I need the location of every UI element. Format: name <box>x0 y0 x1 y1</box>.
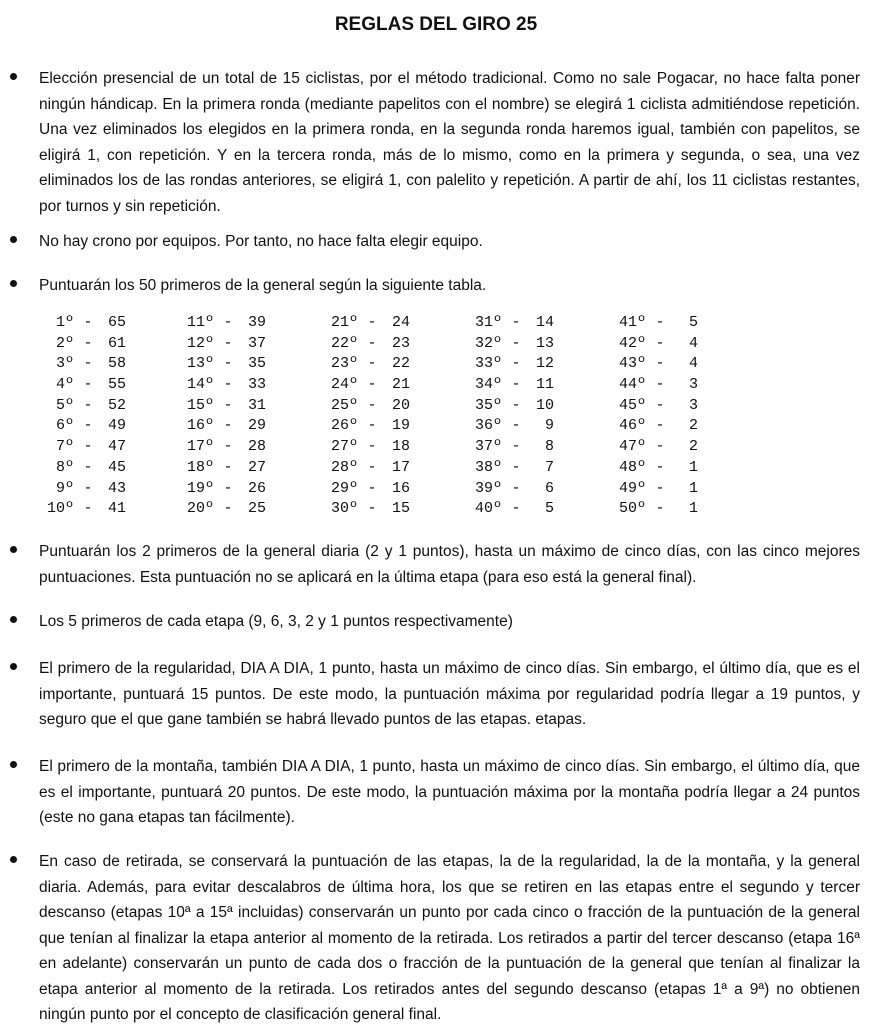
position-label: 23º <box>330 355 358 373</box>
position-label: 1º <box>55 314 74 331</box>
points-value: 33 <box>247 376 266 394</box>
separator: - <box>511 376 521 394</box>
position-label: 11º <box>186 314 214 331</box>
points-value: 35 <box>247 355 266 373</box>
separator: - <box>83 479 93 497</box>
position-label: 15º <box>186 396 214 414</box>
separator: - <box>655 314 665 331</box>
points-value: 1 <box>688 500 698 518</box>
bullet-icon <box>10 856 17 863</box>
points-value: 65 <box>107 314 126 331</box>
position-label: 33º <box>474 355 502 373</box>
position-label: 35º <box>474 396 502 414</box>
points-row <box>468 396 554 417</box>
points-row <box>180 396 266 417</box>
position-label: 6º <box>55 417 74 435</box>
points-row <box>612 499 698 520</box>
separator: - <box>223 355 233 373</box>
separator: - <box>367 500 377 518</box>
separator: - <box>367 396 377 414</box>
points-value: 5 <box>688 314 698 331</box>
position-label: 44º <box>618 376 646 394</box>
points-value: 3 <box>688 376 698 394</box>
points-value: 52 <box>107 396 126 414</box>
position-label: 27º <box>330 438 358 456</box>
rule-text: El primero de la regularidad, DIA A DIA, 1 punto, hasta un máximo de cinco días. Sin embargo, el último día, que es el importante, puntuará 15 puntos. De este modo, la puntuación máxima por regularidad podría llegar a 19 puntos, y seguro que el que gane también se habrá llevado puntos de las etapas. etapas. <box>39 660 860 728</box>
rule-daily-general <box>10 539 860 590</box>
separator: - <box>367 334 377 352</box>
points-value: 4 <box>688 334 698 352</box>
position-label: 22º <box>330 334 358 352</box>
points-row <box>612 354 698 375</box>
points-row <box>468 437 554 458</box>
separator: - <box>83 396 93 414</box>
points-row <box>40 354 126 375</box>
position-label: 50º <box>618 500 646 518</box>
position-label: 20º <box>186 500 214 518</box>
position-label: 13º <box>186 355 214 373</box>
position-label: 3º <box>55 355 74 373</box>
points-value: 31 <box>247 396 266 414</box>
separator: - <box>655 438 665 456</box>
position-label: 4º <box>55 376 74 394</box>
points-row <box>40 499 126 520</box>
rule-stage-top-five <box>10 609 860 635</box>
points-value: 24 <box>391 314 410 331</box>
points-column <box>40 313 126 520</box>
rule-text: Elección presencial de un total de 15 ciclistas, por el método tradicional. Como no sale Pogacar, no hace falta poner ningún hándicap. En la primera ronda (mediante papelitos con el nombre) se elegirá 1 ciclista admitiéndose repetición. Una vez eliminados los elegidos en la primera ronda, en la segunda ronda haremos igual, también con papelitos, se eligirá 1, con repetición. Y en la tercera ronda, más de lo mismo, como en la primera y segunda, o sea, una vez eliminados los de las rondas anteriores, se eligirá 1, con palelito y repetición. A partir de ahí, los 11 ciclistas restantes, por turnos y sin repetición. <box>39 70 860 215</box>
points-value: 20 <box>391 396 410 414</box>
separator: - <box>83 500 93 518</box>
position-label: 24º <box>330 376 358 394</box>
position-label: 26º <box>330 417 358 435</box>
separator: - <box>367 314 377 331</box>
points-row <box>612 375 698 396</box>
position-label: 32º <box>474 334 502 352</box>
separator: - <box>83 314 93 331</box>
points-row <box>468 313 554 334</box>
separator: - <box>655 396 665 414</box>
points-value: 47 <box>107 438 126 456</box>
separator: - <box>655 334 665 352</box>
position-label: 17º <box>186 438 214 456</box>
points-value: 39 <box>247 314 266 331</box>
points-row <box>180 479 266 500</box>
points-value: 25 <box>247 500 266 518</box>
position-label: 19º <box>186 479 214 497</box>
rule-team-time-trial <box>10 229 860 255</box>
position-label: 16º <box>186 417 214 435</box>
points-row <box>468 499 554 520</box>
separator: - <box>367 417 377 435</box>
points-row <box>612 458 698 479</box>
separator: - <box>511 314 521 331</box>
rule-text: Los 5 primeros de cada etapa (9, 6, 3, 2 y 1 puntos respectivamente) <box>39 613 513 630</box>
points-value: 61 <box>107 334 126 352</box>
points-value: 55 <box>107 376 126 394</box>
position-label: 34º <box>474 376 502 394</box>
points-row <box>324 396 410 417</box>
points-value: 58 <box>107 355 126 373</box>
points-value: 10 <box>535 396 554 414</box>
points-value: 8 <box>544 438 554 456</box>
rule-text: No hay crono por equipos. Por tanto, no hace falta elegir equipo. <box>39 233 483 250</box>
points-row <box>180 313 266 334</box>
position-label: 46º <box>618 417 646 435</box>
separator: - <box>83 334 93 352</box>
points-value: 28 <box>247 438 266 456</box>
position-label: 10º <box>46 500 74 518</box>
position-label: 41º <box>618 314 646 331</box>
points-value: 21 <box>391 376 410 394</box>
points-row <box>324 479 410 500</box>
bullet-icon <box>10 236 17 243</box>
points-row <box>612 334 698 355</box>
points-row <box>180 458 266 479</box>
points-row <box>468 354 554 375</box>
points-value: 43 <box>107 479 126 497</box>
points-value: 1 <box>688 479 698 497</box>
separator: - <box>83 438 93 456</box>
position-label: 45º <box>618 396 646 414</box>
points-value: 29 <box>247 417 266 435</box>
points-row <box>40 313 126 334</box>
rule-text: El primero de la montaña, también DIA A DIA, 1 punto, hasta un máximo de cinco días. Sin embargo, el último día, que es el importante, puntuará 20 puntos. De este modo, la puntuación máxima por la montaña podría llegar a 24 puntos (este no gana etapas tan fácilmente). <box>39 758 860 826</box>
points-table <box>40 313 720 523</box>
points-column <box>180 313 266 520</box>
points-row <box>468 458 554 479</box>
position-label: 8º <box>55 458 74 476</box>
points-row <box>468 334 554 355</box>
separator: - <box>83 458 93 476</box>
rule-withdrawal <box>10 849 860 1028</box>
bullet-icon <box>10 546 17 553</box>
position-label: 9º <box>55 479 74 497</box>
points-value: 12 <box>535 355 554 373</box>
points-value: 27 <box>247 458 266 476</box>
points-row <box>180 499 266 520</box>
separator: - <box>511 417 521 435</box>
points-value: 1 <box>688 458 698 476</box>
separator: - <box>223 500 233 518</box>
separator: - <box>223 396 233 414</box>
points-row <box>40 458 126 479</box>
position-label: 47º <box>618 438 646 456</box>
points-row <box>612 479 698 500</box>
page-title: REGLAS DEL GIRO 25 <box>334 14 538 35</box>
position-label: 48º <box>618 458 646 476</box>
points-value: 4 <box>688 355 698 373</box>
points-row <box>180 416 266 437</box>
points-value: 11 <box>535 376 554 394</box>
position-label: 21º <box>330 314 358 331</box>
separator: - <box>655 376 665 394</box>
points-value: 23 <box>391 334 410 352</box>
points-value: 18 <box>391 438 410 456</box>
separator: - <box>655 417 665 435</box>
points-column <box>468 313 554 520</box>
points-row <box>324 458 410 479</box>
separator: - <box>655 500 665 518</box>
position-label: 28º <box>330 458 358 476</box>
points-column <box>324 313 410 520</box>
position-label: 14º <box>186 376 214 394</box>
bullet-icon <box>10 280 17 287</box>
points-row <box>180 375 266 396</box>
points-row <box>468 375 554 396</box>
points-value: 7 <box>544 458 554 476</box>
points-value: 3 <box>688 396 698 414</box>
bullet-icon <box>10 761 17 768</box>
points-value: 49 <box>107 417 126 435</box>
separator: - <box>511 355 521 373</box>
separator: - <box>223 438 233 456</box>
points-row <box>40 416 126 437</box>
separator: - <box>511 500 521 518</box>
separator: - <box>223 417 233 435</box>
rule-mountain <box>10 754 860 831</box>
points-row <box>612 313 698 334</box>
points-value: 41 <box>107 500 126 518</box>
points-value: 2 <box>688 438 698 456</box>
points-value: 22 <box>391 355 410 373</box>
points-row <box>324 416 410 437</box>
rule-text: Puntuarán los 2 primeros de la general diaria (2 y 1 puntos), hasta un máximo de cinco días, con las cinco mejores puntuaciones. Esta puntuación no se aplicará en la última etapa (para eso está la general final). <box>39 543 860 586</box>
position-label: 37º <box>474 438 502 456</box>
position-label: 30º <box>330 500 358 518</box>
position-label: 39º <box>474 479 502 497</box>
points-value: 2 <box>688 417 698 435</box>
points-value: 14 <box>535 314 554 331</box>
position-label: 5º <box>55 396 74 414</box>
separator: - <box>223 376 233 394</box>
bullet-icon <box>10 73 17 80</box>
separator: - <box>655 479 665 497</box>
position-label: 36º <box>474 417 502 435</box>
bullet-icon <box>10 663 17 670</box>
separator: - <box>655 355 665 373</box>
points-value: 37 <box>247 334 266 352</box>
points-value: 45 <box>107 458 126 476</box>
separator: - <box>511 396 521 414</box>
separator: - <box>223 314 233 331</box>
points-row <box>40 437 126 458</box>
position-label: 43º <box>618 355 646 373</box>
position-label: 40º <box>474 500 502 518</box>
position-label: 29º <box>330 479 358 497</box>
separator: - <box>367 376 377 394</box>
points-value: 19 <box>391 417 410 435</box>
points-row <box>324 334 410 355</box>
points-row <box>180 354 266 375</box>
points-row <box>40 396 126 417</box>
points-row <box>468 416 554 437</box>
points-value: 13 <box>535 334 554 352</box>
points-row <box>324 437 410 458</box>
points-row <box>180 334 266 355</box>
points-value: 16 <box>391 479 410 497</box>
separator: - <box>367 479 377 497</box>
rule-text: Puntuarán los 50 primeros de la general según la siguiente tabla. <box>39 277 487 294</box>
separator: - <box>223 458 233 476</box>
separator: - <box>511 334 521 352</box>
points-row <box>468 479 554 500</box>
separator: - <box>511 479 521 497</box>
points-value: 5 <box>544 500 554 518</box>
position-label: 7º <box>55 438 74 456</box>
points-column <box>612 313 698 520</box>
bullet-icon <box>10 616 17 623</box>
separator: - <box>83 376 93 394</box>
separator: - <box>83 417 93 435</box>
rule-regularity <box>10 656 860 733</box>
separator: - <box>223 334 233 352</box>
points-row <box>324 375 410 396</box>
points-value: 15 <box>391 500 410 518</box>
position-label: 12º <box>186 334 214 352</box>
points-row <box>40 479 126 500</box>
points-row <box>180 437 266 458</box>
separator: - <box>367 438 377 456</box>
position-label: 25º <box>330 396 358 414</box>
points-value: 17 <box>391 458 410 476</box>
rule-text: En caso de retirada, se conservará la puntuación de las etapas, la de la regularidad, la de la montaña, y la general diaria. Además, para evitar descalabros de última hora, los que se retiren en las etapas entre el segundo y tercer descanso (etapas 10ª a 15ª incluidas) conservarán un punto por cada cinco o fracción de la puntuación de la general que tenían al finalizar la etapa anterior al momento de la retirada. Los retirados a partir del tercer descanso (etapa 16ª en adelante) conservarán un punto de cada dos o fracción de la puntuación de la general que tenían al finalizar la etapa anterior al momento de la retirada. Los retirados antes del segundo descanso (etapas 1ª a 9ª) no obtienen ningún punto por el concepto de clasificación general final. <box>39 853 860 1023</box>
position-label: 31º <box>474 314 502 331</box>
points-row <box>612 396 698 417</box>
separator: - <box>511 458 521 476</box>
points-value: 6 <box>544 479 554 497</box>
points-value: 9 <box>544 417 554 435</box>
separator: - <box>223 479 233 497</box>
points-row <box>612 416 698 437</box>
separator: - <box>367 458 377 476</box>
points-value: 26 <box>247 479 266 497</box>
separator: - <box>83 355 93 373</box>
points-row <box>324 313 410 334</box>
position-label: 18º <box>186 458 214 476</box>
points-row <box>324 499 410 520</box>
rule-selection <box>10 66 860 219</box>
position-label: 49º <box>618 479 646 497</box>
points-row <box>40 334 126 355</box>
points-row <box>612 437 698 458</box>
separator: - <box>655 458 665 476</box>
separator: - <box>367 355 377 373</box>
points-row <box>40 375 126 396</box>
position-label: 42º <box>618 334 646 352</box>
position-label: 38º <box>474 458 502 476</box>
position-label: 2º <box>55 334 74 352</box>
points-row <box>324 354 410 375</box>
separator: - <box>511 438 521 456</box>
rule-general-points <box>10 273 860 299</box>
